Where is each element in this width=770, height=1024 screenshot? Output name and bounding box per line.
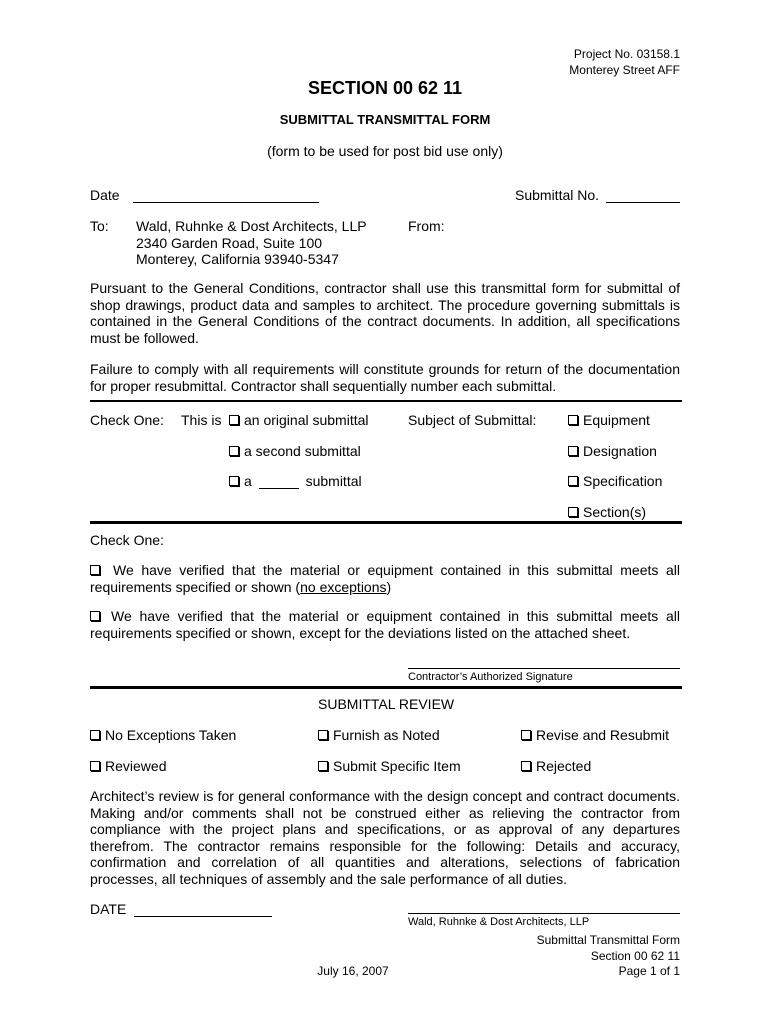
section-title: SECTION 00 62 11	[307, 78, 463, 98]
date-field[interactable]	[133, 188, 319, 203]
checkbox-icon[interactable]	[229, 415, 239, 425]
review-date-label: DATE	[90, 901, 127, 917]
review-no-exceptions[interactable]: No Exceptions Taken	[90, 727, 236, 743]
checkbox-icon[interactable]	[90, 730, 100, 740]
project-name: Monterey Street AFF	[569, 63, 680, 77]
verify-with-deviations-text: We have verified that the material or equipment contained in this submittal meets all requirements specified or shown, except for the deviations listed on the attached sheet.	[90, 608, 680, 641]
to-name: Wald, Ruhnke & Dost Architects, LLP	[136, 218, 367, 234]
footer-form-name: Submittal Transmittal Form	[536, 933, 680, 947]
failure-paragraph: Failure to comply with all requirements will constitute grounds for return of the documentation for proper resubmittal. Contractor shall sequentially number each submittal.	[90, 361, 680, 394]
option-original-submittal[interactable]: an original submittal	[229, 412, 369, 428]
check-one-label: Check One:	[90, 412, 164, 428]
pursuant-paragraph: Pursuant to the General Conditions, contractor shall use this transmittal form for submittal of shop drawings, product data and samples to architect. The procedure governing submittals is contained in the General Conditions of the contract documents. In addition, all specifications must be followed.	[90, 280, 680, 346]
divider	[90, 400, 682, 402]
review-revise-resubmit[interactable]: Revise and Resubmit	[521, 727, 669, 743]
checkbox-icon[interactable]	[229, 476, 239, 486]
architect-firm: Wald, Ruhnke & Dost Architects, LLP	[408, 916, 590, 928]
divider	[90, 521, 682, 524]
subject-specification[interactable]: Specification	[568, 473, 662, 489]
project-number: Project No. 03158.1	[573, 47, 680, 61]
from-label: From:	[408, 218, 445, 234]
subject-sections[interactable]: Section(s)	[568, 504, 646, 520]
checkbox-icon[interactable]	[521, 730, 531, 740]
review-date-row	[90, 901, 272, 917]
verify-no-exceptions-text: We have verified that the material or equipment contained in this submittal meets all requirements specified or shown (no exceptions)	[90, 562, 680, 595]
checkbox-icon[interactable]	[568, 507, 578, 517]
checkbox-icon[interactable]	[521, 761, 531, 771]
review-rejected[interactable]: Rejected	[521, 758, 591, 774]
subject-equipment[interactable]: Equipment	[568, 412, 650, 428]
form-title: SUBMITTAL TRANSMITTAL FORM	[279, 112, 491, 127]
checkbox-icon[interactable]	[568, 415, 578, 425]
review-heading: SUBMITTAL REVIEW	[318, 696, 455, 712]
checkbox-icon[interactable]	[90, 761, 100, 771]
footer-page: Page 1 of 1	[618, 964, 680, 978]
submittal-no-field[interactable]	[606, 188, 680, 203]
submittal-no-row	[515, 187, 680, 203]
to-label: To:	[90, 218, 109, 234]
signature-line[interactable]	[408, 668, 680, 669]
nth-submittal-field[interactable]	[259, 474, 299, 489]
divider	[90, 686, 682, 689]
check-one-label-2: Check One:	[90, 532, 164, 548]
checkbox-icon[interactable]	[568, 476, 578, 486]
review-date-field[interactable]	[134, 902, 272, 917]
review-reviewed[interactable]: Reviewed	[90, 758, 166, 774]
signature-label: Contractor’s Authorized Signature	[408, 671, 573, 683]
review-paragraph: Architect’s review is for general conformance with the design concept and contract documents. Making and/or comments shall not be construed either as relieving the contractor from compliance with the project plans and specifications, or as approval of any departures therefrom. The contractor remains responsible for the following: Details and accuracy, confirmation and correlation of all quantities and alterations, selections of fabrication processes, all techniques of assembly and the sale performance of all duties.	[90, 788, 680, 887]
form-note: (form to be used for post bid use only)	[267, 143, 503, 159]
option-nth-submittal[interactable]: a submittal	[229, 473, 362, 489]
date-row	[90, 187, 319, 203]
subject-designation[interactable]: Designation	[568, 443, 657, 459]
subject-label: Subject of Submittal:	[408, 412, 537, 428]
checkbox-icon[interactable]	[318, 761, 328, 771]
to-address	[136, 218, 367, 268]
footer-date: July 16, 2007	[317, 964, 389, 978]
checkbox-icon[interactable]	[568, 446, 578, 456]
option-second-submittal[interactable]: a second submittal	[229, 443, 361, 459]
project-header	[569, 46, 680, 78]
checkbox-icon[interactable]	[229, 446, 239, 456]
submittal-no-label: Submittal No.	[515, 187, 600, 203]
review-submit-specific[interactable]: Submit Specific Item	[318, 758, 461, 774]
to-address-line1: 2340 Garden Road, Suite 100	[136, 234, 323, 251]
date-label: Date	[90, 187, 120, 203]
checkbox-icon[interactable]	[318, 730, 328, 740]
footer-section: Section 00 62 11	[590, 948, 680, 963]
review-furnish-as-noted[interactable]: Furnish as Noted	[318, 727, 440, 743]
this-is-label: This is	[181, 412, 222, 428]
architect-signature-line[interactable]	[408, 913, 680, 914]
to-address-line2: Monterey, California 93940-5347	[136, 251, 339, 267]
